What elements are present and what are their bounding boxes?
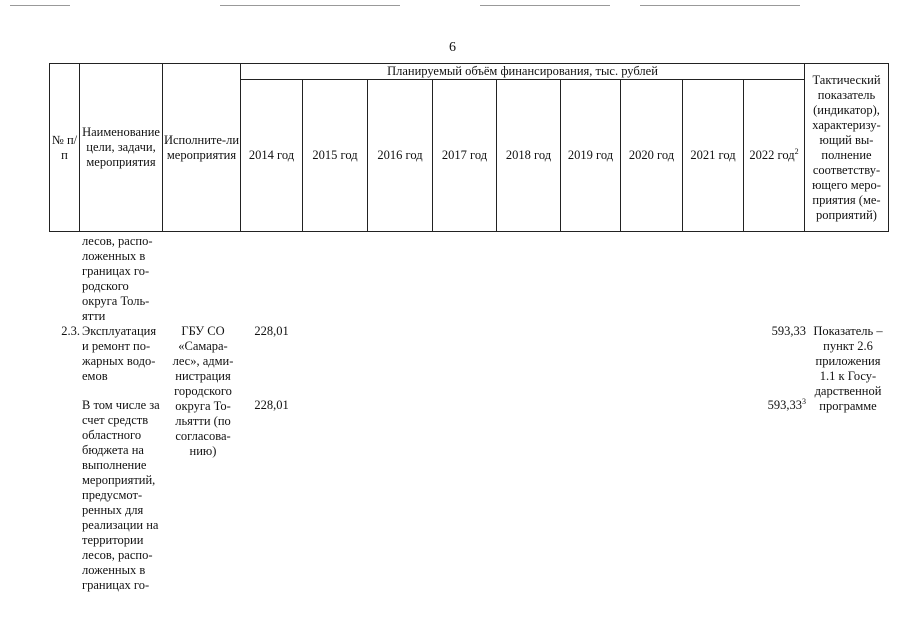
header-funding: Планируемый объём финансирования, тыс. рублей	[241, 64, 805, 80]
year-header: 2020 год	[621, 80, 683, 232]
scan-artifact	[640, 5, 800, 6]
year-header: 2014 год	[241, 80, 303, 232]
header-num: № п/п	[50, 64, 80, 232]
page-number: 6	[449, 40, 456, 55]
subrow-value-2022: 593,33$^3$	[767, 396, 806, 412]
continued-text: лесов, распо- ложенных в границах го- родского округа Толь- ятти	[82, 234, 153, 323]
header-table	[49, 63, 889, 232]
row-indicator: Показатель – пункт 2.6 приложения 1.1 к Госу- дарственной программе	[813, 324, 883, 413]
year-header: 2017 год	[433, 80, 497, 232]
row-executor: ГБУ СО «Самара- лес», адми- нистрация городского округа То- льятти (по согласова- нию)	[172, 324, 234, 458]
year-header: 2019 год	[561, 80, 621, 232]
scan-artifact	[10, 5, 70, 6]
subrow-value-2014: 228,01	[254, 398, 289, 412]
header-indicator: Тактический показатель (индикатор), характеризу-ющий вы-полнение соответству-ющего меро-приятия (ме-роприятий)	[805, 64, 889, 232]
year-header: 2021 год	[683, 80, 744, 232]
year-header: 2018 год	[497, 80, 561, 232]
subrow-name: В том числе за счет средств областного бюджета на выполнение мероприятий, предусмот- ренных для реализации на территории лесов, распо- ложенных в границах го-	[82, 398, 160, 592]
row-value-2022: 593,33	[771, 324, 806, 338]
row-number: 2.3.	[61, 324, 80, 338]
row-value-2014: 228,01	[254, 324, 289, 338]
year-header: 2015 год	[303, 80, 368, 232]
header-name: Наименование цели, задачи, мероприятия	[80, 64, 163, 232]
year-header: 2022 год$^2$	[744, 80, 805, 232]
scan-artifact	[220, 5, 400, 6]
row-name: Эксплуатация и ремонт по- жарных водо- емов	[82, 324, 157, 383]
header-executor: Исполните-ли мероприятия	[163, 64, 241, 232]
year-header: 2016 год	[368, 80, 433, 232]
scan-artifact	[480, 5, 610, 6]
